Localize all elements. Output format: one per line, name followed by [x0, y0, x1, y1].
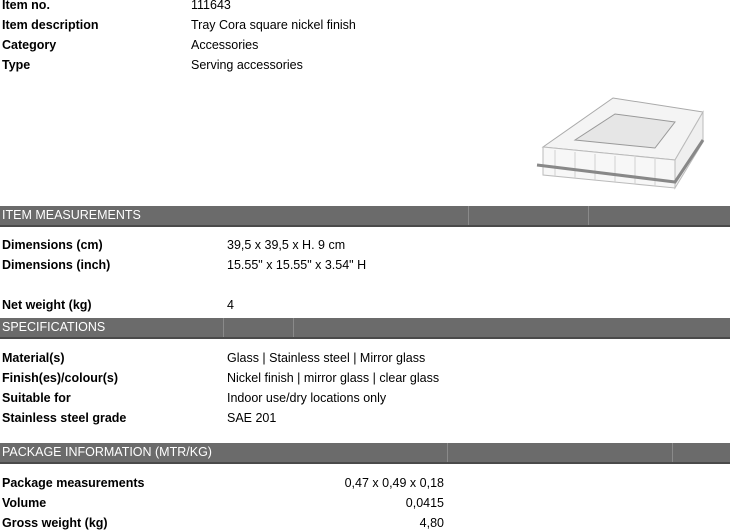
dimensions-cm-label: Dimensions (cm) [2, 238, 103, 252]
divider [468, 206, 469, 225]
category-value: Accessories [191, 38, 259, 52]
dimensions-cm-value: 39,5 x 39,5 x H. 9 cm [227, 238, 346, 252]
volume-value: 0,0415 [405, 496, 444, 510]
type-value: Serving accessories [191, 58, 303, 72]
item-description-label: Item description [2, 18, 99, 32]
finish-label: Finish(es)/colour(s) [2, 371, 118, 385]
product-image [535, 90, 710, 190]
dimensions-inch-value: 15.55" x 15.55" x 3.54" H [227, 258, 367, 272]
item-no-label: Item no. [2, 0, 50, 12]
net-weight-label: Net weight (kg) [2, 298, 92, 312]
package-measurements-label: Package measurements [2, 476, 145, 490]
suitable-for-label: Suitable for [2, 391, 71, 405]
steel-grade-label: Stainless steel grade [2, 411, 127, 425]
materials-label: Material(s) [2, 351, 65, 365]
volume-label: Volume [2, 496, 47, 510]
divider [223, 318, 224, 337]
divider [588, 206, 589, 225]
item-no-value: 111643 [191, 0, 231, 12]
divider [447, 443, 448, 462]
type-label: Type [2, 58, 31, 72]
section-title: SPECIFICATIONS [2, 320, 106, 334]
materials-value: Glass | Stainless steel | Mirror glass [227, 351, 426, 365]
package-measurements-value: 0,47 x 0,49 x 0,18 [344, 476, 444, 490]
section-title: PACKAGE INFORMATION (MTR/KG) [2, 445, 212, 459]
steel-grade-value: SAE 201 [227, 411, 277, 425]
divider [672, 443, 673, 462]
category-label: Category [2, 38, 57, 52]
gross-weight-value: 4,80 [419, 516, 444, 530]
item-description-value: Tray Cora square nickel finish [191, 18, 356, 32]
dimensions-inch-label: Dimensions (inch) [2, 258, 111, 272]
finish-value: Nickel finish | mirror glass | clear glass [227, 371, 440, 385]
suitable-for-value: Indoor use/dry locations only [227, 391, 387, 405]
divider [293, 318, 294, 337]
specifications-header [0, 318, 730, 339]
package-information-header [0, 443, 730, 464]
gross-weight-label: Gross weight (kg) [2, 516, 108, 530]
net-weight-value: 4 [227, 298, 234, 312]
item-measurements-header [0, 206, 730, 227]
section-title: ITEM MEASUREMENTS [2, 208, 141, 222]
